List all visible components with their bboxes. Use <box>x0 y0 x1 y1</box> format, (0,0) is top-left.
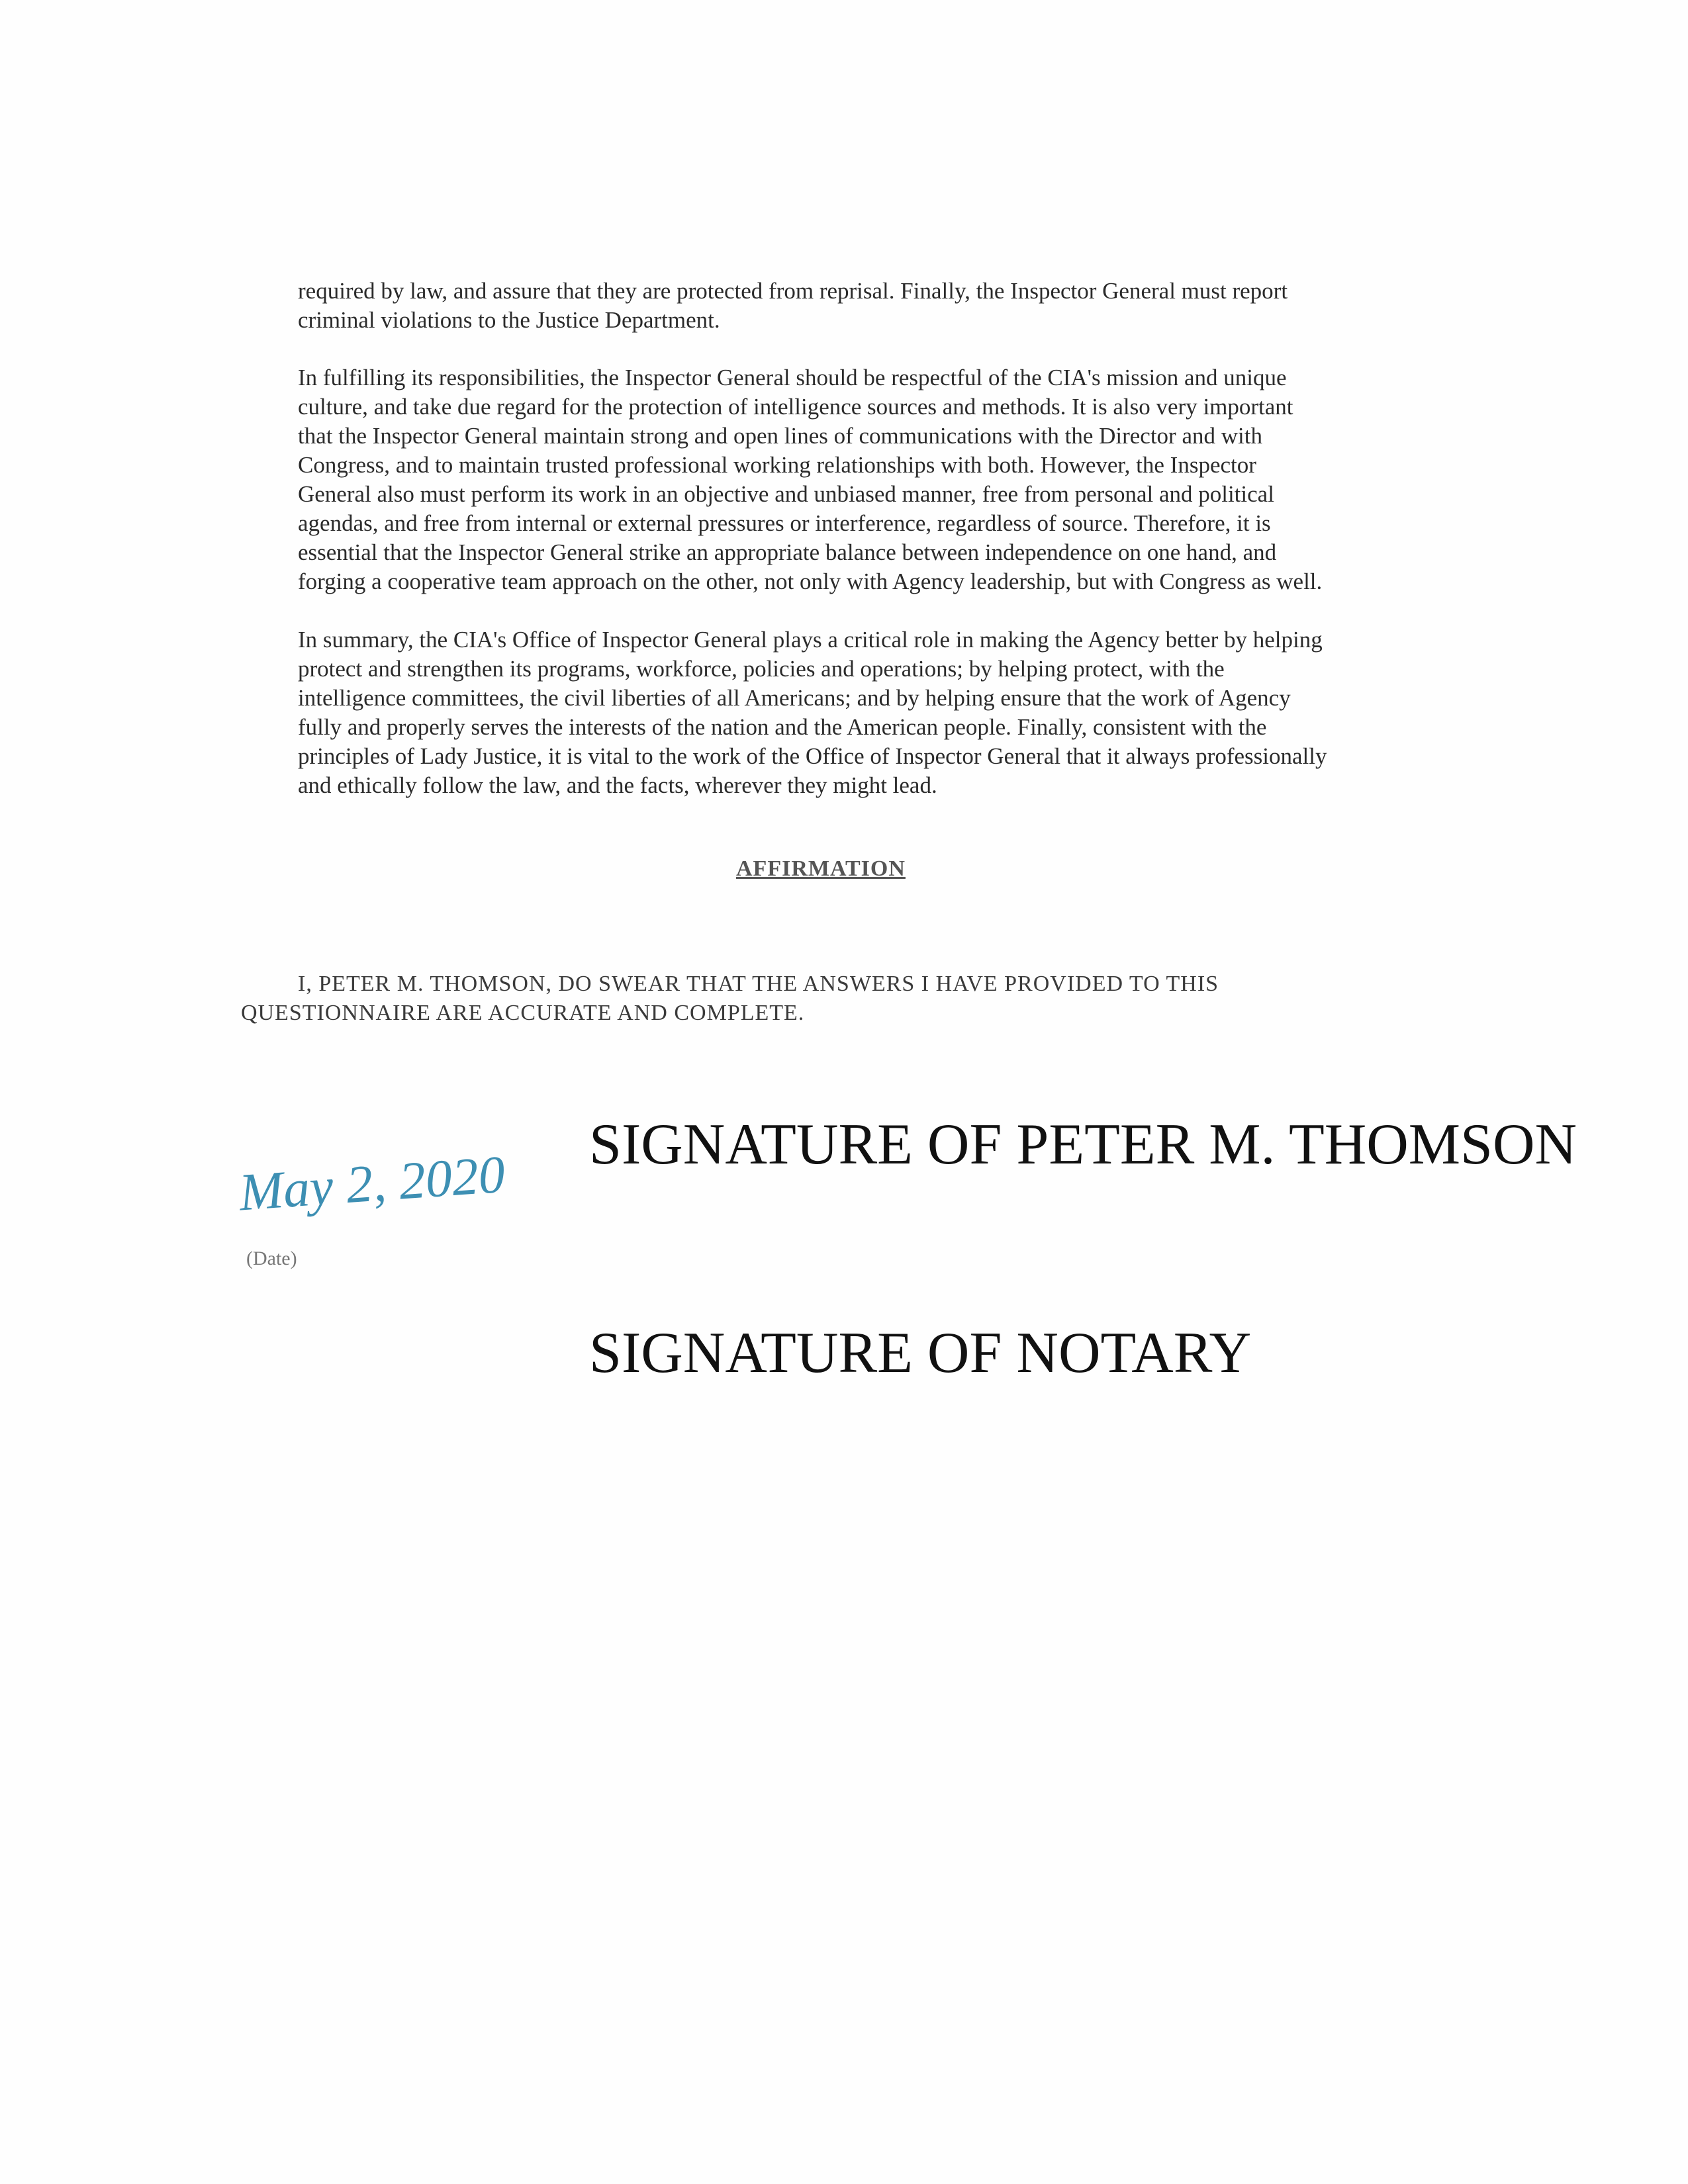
text-line: intelligence committees, the civil liberties of all Americans; and by helping ensure that the work of Agency <box>298 685 1291 711</box>
signature-line-applicant: SIGNATURE OF PETER M. THOMSON <box>589 1113 1577 1177</box>
text-line: required by law, and assure that they are protected from reprisal. Finally, the Inspector General must report <box>298 278 1288 304</box>
text-line: essential that the Inspector General strike an appropriate balance between independence on one hand, and <box>298 539 1277 565</box>
handwritten-date <box>235 1135 539 1234</box>
text-line: criminal violations to the Justice Department. <box>298 306 720 333</box>
text-line: fully and properly serves the interests of the nation and the American people. Finally, consistent with the <box>298 714 1267 740</box>
text-line: Congress, and to maintain trusted professional working relationships with both. However, the Inspector <box>298 452 1256 478</box>
affirmation-statement-line2: QUESTIONNAIRE ARE ACCURATE AND COMPLETE. <box>241 1001 805 1025</box>
affirmation-statement-line1: I, PETER M. THOMSON, DO SWEAR THAT THE ANSWERS I HAVE PROVIDED TO THIS <box>298 972 1219 996</box>
text-line: forging a cooperative team approach on the other, not only with Agency leadership, but with Congress as well. <box>298 569 1323 594</box>
svg-text:May 2, 2020: May 2, 2020 <box>237 1145 507 1222</box>
text-line: General also must perform its work in an objective and unbiased manner, free from personal and political <box>298 481 1274 507</box>
text-line: In fulfilling its responsibilities, the Inspector General should be respectful of the CIA's mission and unique <box>298 365 1287 390</box>
text-line: protect and strengthen its programs, workforce, policies and operations; by helping protect, with the <box>298 656 1225 682</box>
text-line: culture, and take due regard for the protection of intelligence sources and methods. It is also very important <box>298 394 1293 420</box>
date-label: (Date) <box>246 1248 297 1269</box>
text-line: and ethically follow the law, and the facts, wherever they might lead. <box>298 772 937 798</box>
text-line: agendas, and free from internal or external pressures or interference, regardless of source. Therefore, it is <box>298 510 1271 536</box>
text-line: principles of Lady Justice, it is vital to the work of the Office of Inspector General that it always professionally <box>298 743 1327 769</box>
signature-line-notary: SIGNATURE OF NOTARY <box>589 1321 1252 1385</box>
text-line: that the Inspector General maintain strong and open lines of communications with the Director and with <box>298 423 1262 449</box>
affirmation-heading: AFFIRMATION <box>736 856 906 881</box>
text-line: In summary, the CIA's Office of Inspector General plays a critical role in making the Agency better by helping <box>298 627 1323 653</box>
